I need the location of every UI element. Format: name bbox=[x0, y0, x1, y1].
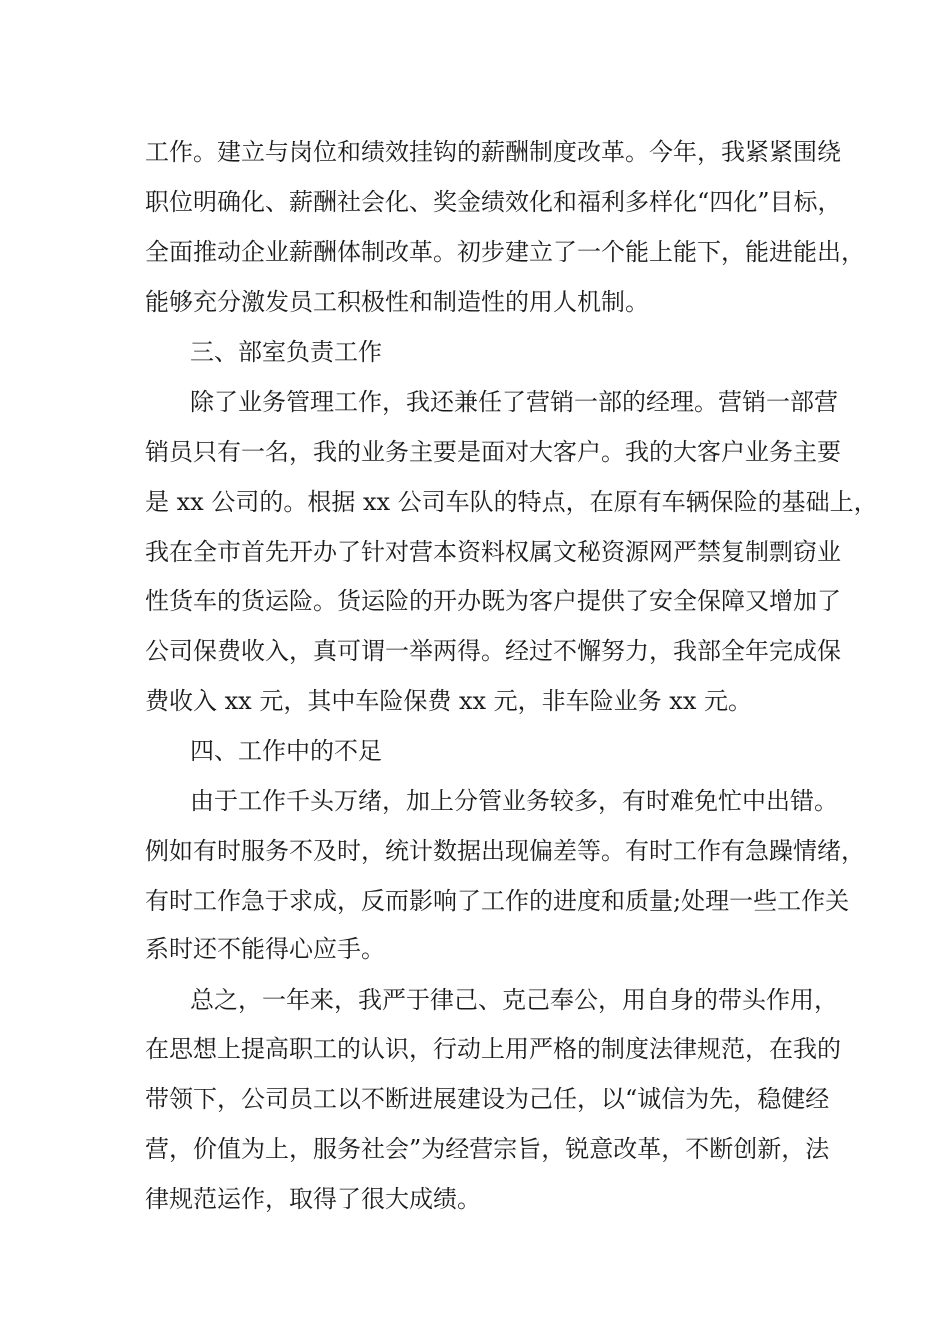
section-heading: 四、工作中的不足 bbox=[190, 737, 382, 765]
text-line: 例如有时服务不及时，统计数据出现偏差等。有时工作有急躁情绪， bbox=[145, 837, 865, 865]
text-line: 公司保费收入，真可谓一举两得。经过不懈努力，我部全年完成保 bbox=[145, 637, 841, 665]
text-line: 系时还不能得心应手。 bbox=[145, 935, 385, 963]
text-line: 总之，一年来，我严于律己、克己奉公，用自身的带头作用， bbox=[190, 986, 838, 1014]
text-line: 销员只有一名，我的业务主要是面对大客户。我的大客户业务主要 bbox=[145, 438, 841, 466]
text-line: 带领下，公司员工以不断进展建设为己任，以“诚信为先，稳健经 bbox=[145, 1085, 830, 1113]
text-line: 性货车的货运险。货运险的开办既为客户提供了安全保障又增加了 bbox=[145, 587, 841, 615]
text-line: 由于工作千头万绪，加上分管业务较多，有时难免忙中出错。 bbox=[190, 787, 838, 815]
text-line: 律规范运作，取得了很大成绩。 bbox=[145, 1185, 481, 1213]
text-line: 工作。建立与岗位和绩效挂钩的薪酬制度改革。今年，我紧紧围绕 bbox=[145, 138, 841, 166]
text-line: 全面推动企业薪酬体制改革。初步建立了一个能上能下，能进能出， bbox=[145, 238, 865, 266]
text-line: 能够充分激发员工积极性和制造性的用人机制。 bbox=[145, 288, 649, 316]
text-line: 除了业务管理工作，我还兼任了营销一部的经理。营销一部营 bbox=[190, 388, 838, 416]
text-line: 费收入 xx 元，其中车险保费 xx 元，非车险业务 xx 元。 bbox=[145, 687, 752, 715]
text-line: 职位明确化、薪酬社会化、奖金绩效化和福利多样化“四化”目标， bbox=[145, 188, 842, 216]
text-line: 我在全市首先开办了针对营本资料权属文秘资源网严禁复制剽窃业 bbox=[145, 538, 841, 566]
text-line: 是 xx 公司的。根据 xx 公司车队的特点，在原有车辆保险的基础上， bbox=[145, 488, 878, 516]
text-line: 在思想上提高职工的认识，行动上用严格的制度法律规范，在我的 bbox=[145, 1035, 841, 1063]
section-heading: 三、部室负责工作 bbox=[190, 338, 382, 366]
text-line: 有时工作急于求成，反而影响了工作的进度和质量;处理一些工作关 bbox=[145, 887, 850, 915]
text-line: 营，价值为上，服务社会”为经营宗旨，锐意改革，不断创新，法 bbox=[145, 1135, 830, 1163]
